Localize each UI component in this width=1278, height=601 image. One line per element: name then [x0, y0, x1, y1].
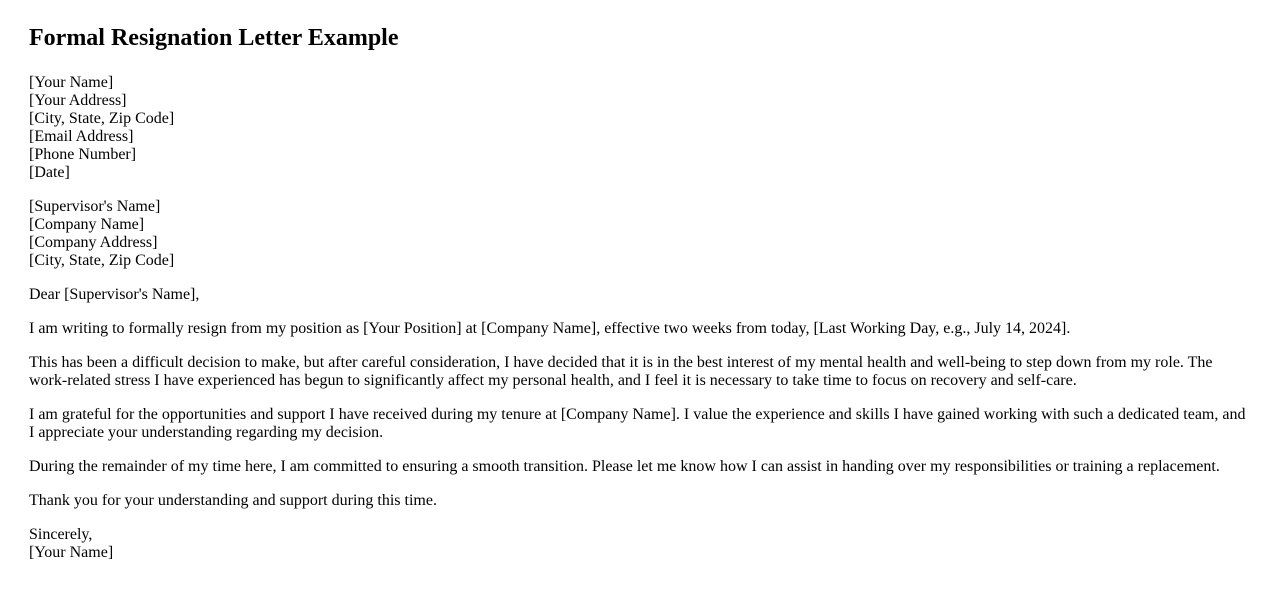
- body-paragraph-reason: This has been a difficult decision to make, but after careful consideration, I have decided that it is in the best interest of my mental health and well-being to step down from my role. The work-related stress I have experienced has begun to significantly affect my personal health, and I feel it is necessary to take time to focus on recovery and self-care.: [29, 354, 1213, 389]
- recipient-company-line: [Company Name]: [29, 216, 145, 233]
- signature-name-line: [Your Name]: [29, 544, 114, 561]
- recipient-address-block: [29, 198, 1249, 270]
- sender-address-block: [29, 74, 1249, 182]
- body-paragraph-gratitude: I am grateful for the opportunities and support I have received during my tenure at [Company Name]. I value the experience and skills I have gained working with such a dedicated team, and I appreciate your understanding regarding my decision.: [29, 406, 1246, 441]
- document-title: Formal Resignation Letter Example: [29, 25, 399, 51]
- sender-email-line: [Email Address]: [29, 128, 134, 145]
- closing-sincerely-line: Sincerely,: [29, 526, 93, 543]
- sender-name-line: [Your Name]: [29, 74, 114, 91]
- closing-block: [29, 526, 1249, 562]
- sender-address-line: [Your Address]: [29, 92, 127, 109]
- body-paragraph-thanks: Thank you for your understanding and support during this time.: [29, 492, 437, 509]
- recipient-address-line: [Company Address]: [29, 234, 158, 251]
- recipient-city-line: [City, State, Zip Code]: [29, 252, 175, 269]
- recipient-supervisor-line: [Supervisor's Name]: [29, 198, 161, 215]
- sender-date-line: [Date]: [29, 164, 70, 181]
- sender-city-line: [City, State, Zip Code]: [29, 110, 175, 127]
- body-paragraph-resignation: I am writing to formally resign from my position as [Your Position] at [Company Name], effective two weeks from today, [Last Working Day, e.g., July 14, 2024].: [29, 320, 1071, 337]
- sender-phone-line: [Phone Number]: [29, 146, 137, 163]
- salutation: Dear [Supervisor's Name],: [29, 286, 200, 303]
- body-paragraph-transition: During the remainder of my time here, I am committed to ensuring a smooth transition. Please let me know how I can assist in handing over my responsibilities or training a replacement.: [29, 458, 1220, 475]
